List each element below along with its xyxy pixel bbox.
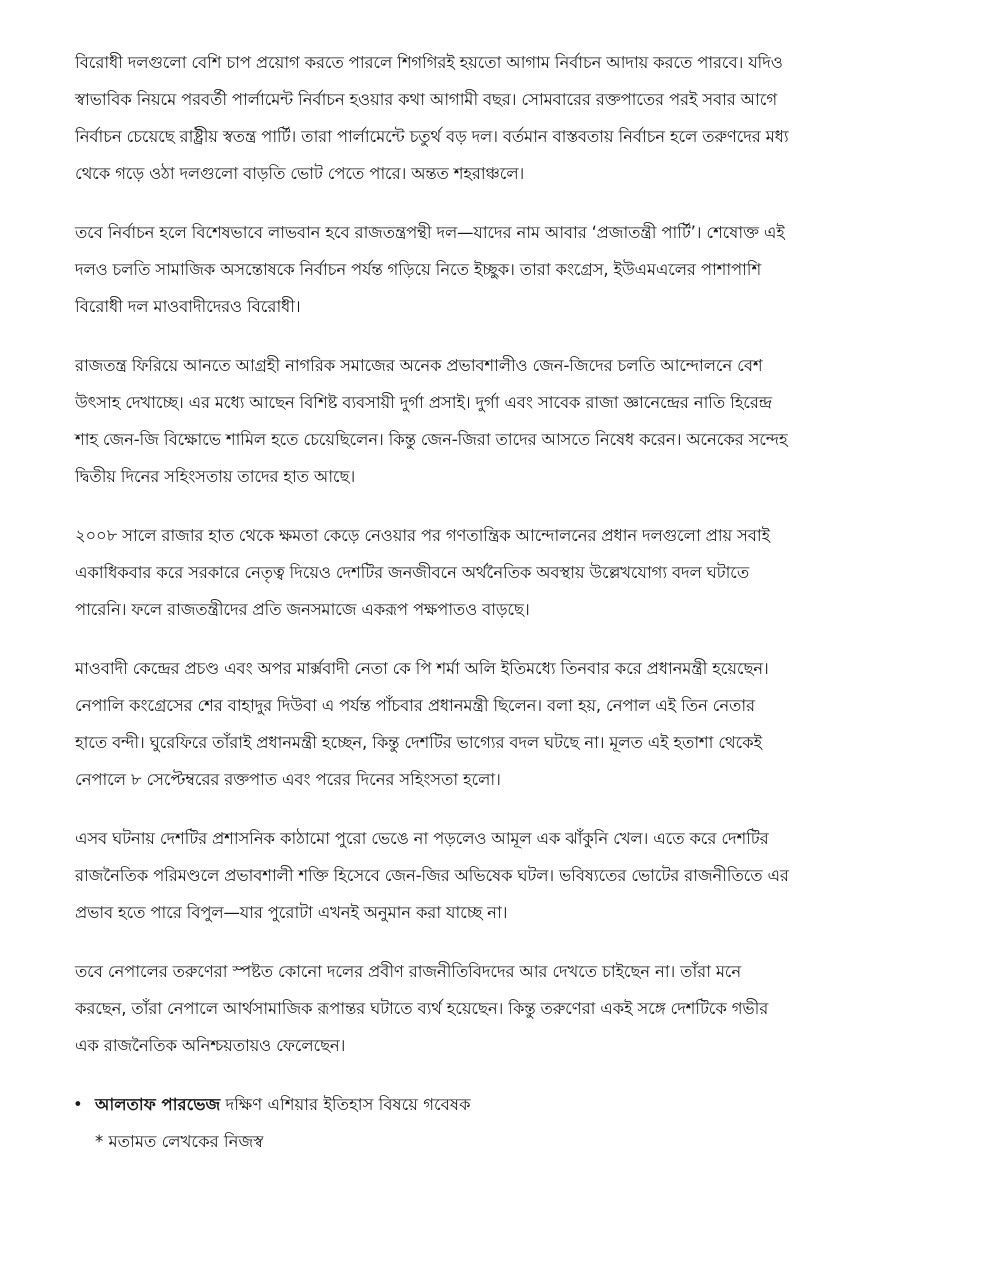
text-line: প্রভাব হতে পারে বিপুল—যার পুরোটা এখনই অনুমান করা যাচ্ছে না। — [75, 903, 508, 922]
text-line: শাহ জেন-জি বিক্ষোভে শামিল হতে চেয়েছিলেন। কিন্তু জেন-জিরা তাদের আসতে নিষেধ করেন। অনেকের সন্দেহ — [75, 430, 788, 449]
text-line: নেপালে ৮ সেপ্টেম্বরের রক্তপাত এবং পরের দিনের সহিংসতা হলো। — [75, 770, 501, 789]
text-line: হাতে বন্দী। ঘুরেফিরে তাঁরাই প্রধানমন্ত্রী হচ্ছেন, কিন্তু দেশটির ভাগ্যের বদল ঘটছে না। মূলত এই হতাশা থেকেই — [75, 733, 762, 752]
text-line: এসব ঘটনায় দেশটির প্রশাসনিক কাঠামো পুরো ভেঙে না পড়লেও আমূল এক ঝাঁকুনি খেল। এতে করে দেশটির — [75, 829, 769, 848]
text-line: দ্বিতীয় দিনের সহিংসতায় তাদের হাত আছে। — [75, 467, 356, 486]
author-name: আলতাফ পারভেজ — [95, 1095, 221, 1114]
text-line: রাজনৈতিক পরিমণ্ডলে প্রভাবশালী শক্তি হিসেবে জেন-জির অভিষেক ঘটল। ভবিষ্যতের ভোটের রাজনীতিতে এর — [75, 866, 789, 885]
text-line: বিরোধী দল মাওবাদীদেরও বিরোধী। — [75, 297, 301, 316]
author-bio — [75, 1086, 935, 1123]
article-body — [75, 44, 935, 1160]
text-line: করছেন, তাঁরা নেপালে আর্থসামাজিক রূপান্তর ঘটাতে ব্যর্থ হয়েছেন। কিন্তু তরুণেরা একই সঙ্গে দেশটিকে গভীর — [75, 999, 769, 1018]
paragraph — [75, 820, 935, 931]
paragraph — [75, 517, 935, 628]
text-line: রাজতন্ত্র ফিরিয়ে আনতে আগ্রহী নাগরিক সমাজের অনেক প্রভাবশালীও জেন-জিদের চলতি আন্দোলনে বেশ — [75, 356, 763, 375]
text-line: উৎসাহ দেখাচ্ছে। এর মধ্যে আছেন বিশিষ্ট ব্যবসায়ী দুর্গা প্রসাই। দুর্গা এবং সাবেক রাজা জ্ঞানেন্দ্রের নাতি হিরেন্দ্র — [75, 393, 772, 412]
text-line: তবে নেপালের তরুণেরা স্পষ্টত কোনো দলের প্রবীণ রাজনীতিবিদদের আর দেখতে চাইছেন না। তাঁরা মনে — [75, 962, 742, 981]
paragraph — [75, 953, 935, 1064]
paragraph — [75, 347, 935, 495]
text-line: থেকে গড়ে ওঠা দলগুলো বাড়তি ভোট পেতে পারে। অন্তত শহরাঞ্চলে। — [75, 164, 525, 183]
text-line: নেপালি কংগ্রেসের শের বাহাদুর দিউবা এ পর্যন্ত পাঁচবার প্রধানমন্ত্রী ছিলেন। বলা হয়, নেপাল এই তিন নেতার — [75, 696, 755, 715]
text-line: বিরোধী দলগুলো বেশি চাপ প্রয়োগ করতে পারলে শিগগিরই হয়তো আগাম নির্বাচন আদায় করতে পারবে। যদিও — [75, 53, 783, 72]
text-line: নির্বাচন চেয়েছে রাষ্ট্রীয় স্বতন্ত্র পার্টি। তারা পার্লামেন্টে চতুর্থ বড় দল। বর্তমান বাস্তবতায় নির্বাচন হলে তরুণদের মধ্য — [75, 127, 789, 146]
text-line: পারেনি। ফলে রাজতন্ত্রীদের প্রতি জনসমাজে একরূপ পক্ষপাতও বাড়ছে। — [75, 600, 530, 619]
author-description: দক্ষিণ এশিয়ার ইতিহাস বিষয়ে গবেষক — [220, 1095, 471, 1114]
text-line: স্বাভাবিক নিয়মে পরবর্তী পার্লামেন্ট নির্বাচন হওয়ার কথা আগামী বছর। সোমবারের রক্তপাতের পরই সবার আগে — [75, 90, 777, 109]
disclaimer: * মতামত লেখকের নিজস্ব — [95, 1132, 264, 1151]
text-line: তবে নির্বাচন হলে বিশেষভাবে লাভবান হবে রাজতন্ত্রপন্থী দল—যাদের নাম আবার ‘প্রজাতন্ত্রী পার্টি’। শেষোক্ত এই — [75, 223, 785, 242]
paragraph — [75, 650, 935, 798]
text-line: একাধিকবার করে সরকারে নেতৃত্ব দিয়েও দেশটির জনজীবনে অর্থনৈতিক অবস্থায় উল্লেখযোগ্য বদল ঘটাতে — [75, 563, 749, 582]
bullet-icon: • — [73, 1095, 83, 1114]
paragraph — [75, 214, 935, 325]
text-line: ২০০৮ সালে রাজার হাত থেকে ক্ষমতা কেড়ে নেওয়ার পর গণতান্ত্রিক আন্দোলনের প্রধান দলগুলো প্রায় সবাই — [75, 526, 770, 545]
text-line: এক রাজনৈতিক অনিশ্চয়তায়ও ফেলেছেন। — [75, 1036, 346, 1055]
text-line: দলও চলতি সামাজিক অসন্তোষকে নির্বাচন পর্যন্ত গড়িয়ে নিতে ইচ্ছুক। তারা কংগ্রেস, ইউএমএলের পাশাপাশি — [75, 260, 762, 279]
text-line: মাওবাদী কেন্দ্রের প্রচণ্ড এবং অপর মার্ক্সবাদী নেতা কে পি শর্মা অলি ইতিমধ্যে তিনবার করে প্রধানমন্ত্রী হয়েছেন। — [75, 659, 769, 678]
paragraph — [75, 44, 935, 192]
